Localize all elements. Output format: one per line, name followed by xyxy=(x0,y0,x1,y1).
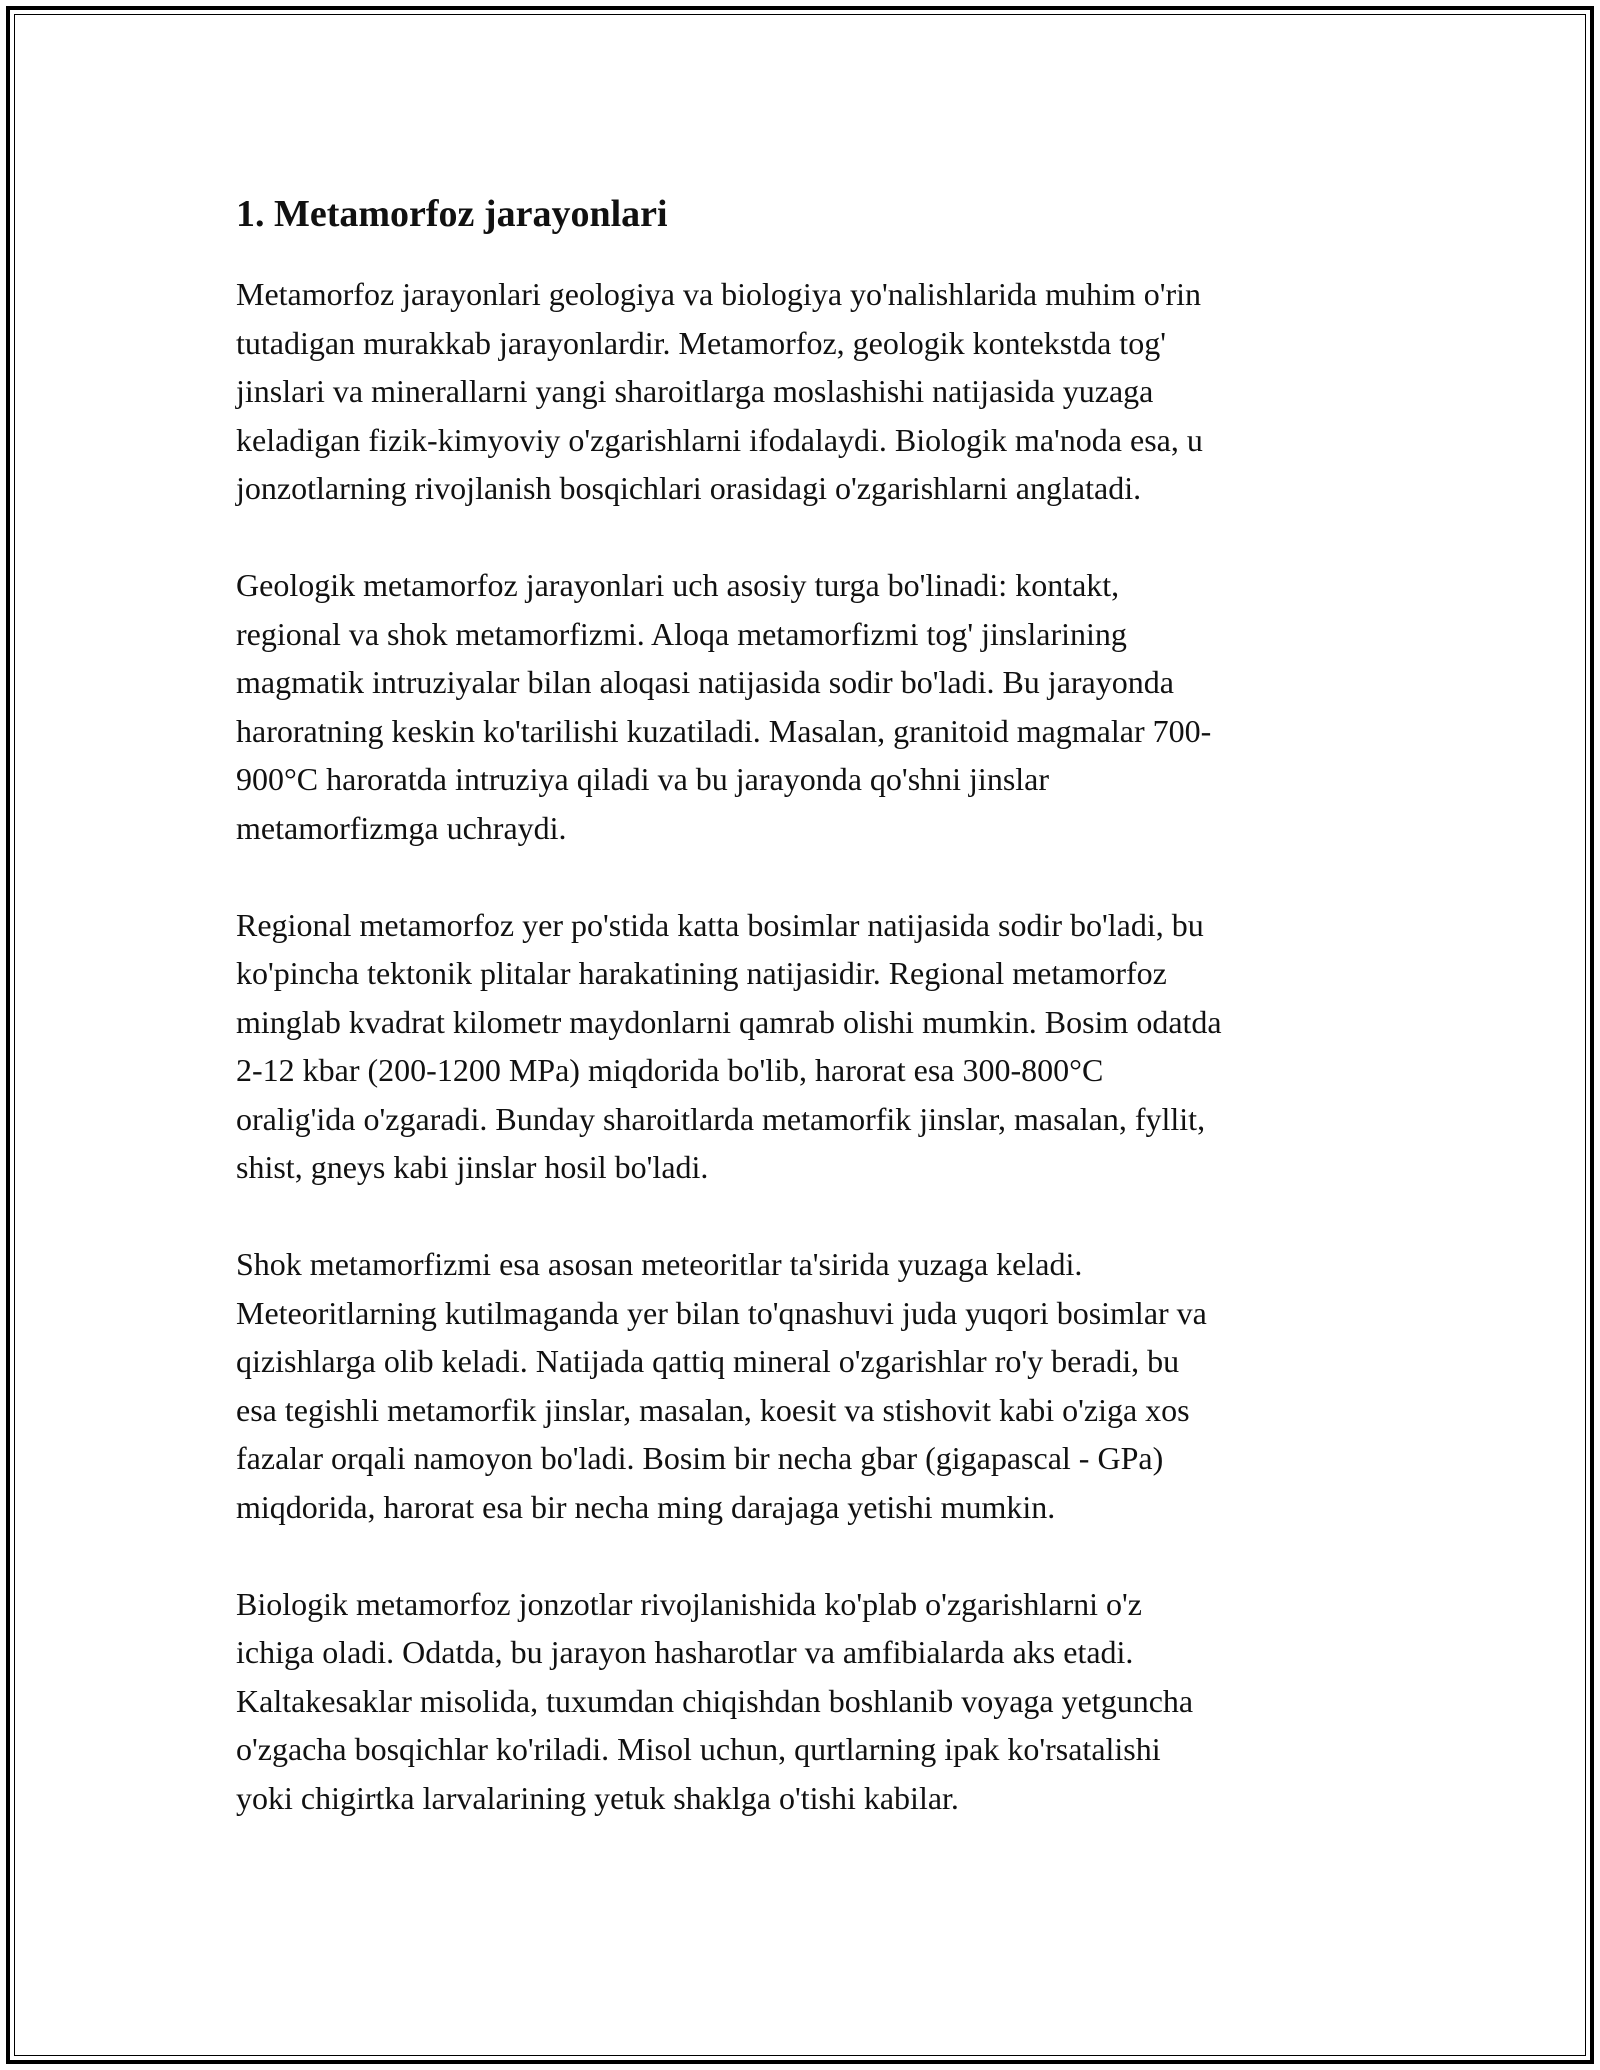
paragraph-1 xyxy=(236,270,1376,513)
text-line: fazalar orqali namoyon bo'ladi. Bosim bir necha gbar (gigapascal - GPa) xyxy=(236,1440,1164,1476)
text-line: magmatik intruziyalar bilan aloqasi natijasida sodir bo'ladi. Bu jarayonda xyxy=(236,664,1174,700)
text-line: metamorfizmga uchraydi. xyxy=(236,809,567,846)
document-body xyxy=(236,188,1376,1871)
text-line: ko'pincha tektonik plitalar harakatining natijasidir. Regional metamorfoz xyxy=(236,955,1167,991)
text-line: jonzotlarning rivojlanish bosqichlari orasidagi o'zgarishlarni anglatadi. xyxy=(236,470,1142,506)
text-line: oralig'ida o'zgaradi. Bunday sharoitlarda metamorfik jinslar, masalan, fyllit, xyxy=(236,1100,1206,1137)
paragraph-5 xyxy=(236,1580,1376,1823)
text-line: regional va shok metamorfizmi. Aloqa metamorfizmi tog' jinslarining xyxy=(236,615,1127,652)
paragraph-2 xyxy=(236,561,1376,852)
text-line: 2-12 kbar (200-1200 MPa) miqdorida bo'lib, harorat esa 300-800°C xyxy=(236,1052,1104,1088)
text-line: yoki chigirtka larvalarining yetuk shaklga o'tishi kabilar. xyxy=(236,1779,959,1816)
paragraph-3 xyxy=(236,901,1376,1192)
text-line: minglab kvadrat kilometr maydonlarni qamrab olishi mumkin. Bosim odatda xyxy=(236,1003,1222,1040)
section-heading: 1. Metamorfoz jarayonlari xyxy=(236,193,668,235)
text-line: haroratning keskin ko'tarilishi kuzatiladi. Masalan, granitoid magmalar 700- xyxy=(236,712,1212,749)
text-line: shist, gneys kabi jinslar hosil bo'ladi. xyxy=(236,1149,709,1185)
text-line: Shok metamorfizmi esa asosan meteoritlar ta'sirida yuzaga keladi. xyxy=(236,1246,1083,1282)
text-line: Metamorfoz jarayonlari geologiya va biologiya yo'nalishlarida muhim o'rin xyxy=(236,276,1202,312)
text-line: tutadigan murakkab jarayonlardir. Metamorfoz, geologik kontekstda tog' xyxy=(236,324,1166,361)
text-line: qizishlarga olib keladi. Natijada qattiq mineral o'zgarishlar ro'y beradi, bu xyxy=(236,1343,1180,1379)
text-line: esa tegishli metamorfik jinslar, masalan, koesit va stishovit kabi o'ziga xos xyxy=(236,1391,1190,1428)
text-line: Biologik metamorfoz jonzotlar rivojlanishida ko'plab o'zgarishlarni o'z xyxy=(236,1585,1142,1622)
text-line: ichiga oladi. Odatda, bu jarayon hasharotlar va amfibialarda aks etadi. xyxy=(236,1634,1134,1670)
text-line: jinslari va minerallarni yangi sharoitlarga moslashishi natijasida yuzaga xyxy=(236,373,1154,409)
text-line: miqdorida, harorat esa bir necha ming darajaga yetishi mumkin. xyxy=(236,1488,1056,1525)
text-line: Geologik metamorfoz jarayonlari uch asosiy turga bo'linadi: kontakt, xyxy=(236,567,1120,603)
text-line: keladigan fizik-kimyoviy o'zgarishlarni ifodalaydi. Biologik ma'noda esa, u xyxy=(236,421,1203,458)
text-line: Meteoritlarning kutilmaganda yer bilan to'qnashuvi juda yuqori bosimlar va xyxy=(236,1294,1207,1331)
text-line: Regional metamorfoz yer po'stida katta bosimlar natijasida sodir bo'ladi, bu xyxy=(236,906,1204,943)
text-line: 900°C haroratda intruziya qiladi va bu jarayonda qo'shni jinslar xyxy=(236,761,1050,797)
text-line: Kaltakesaklar misolida, tuxumdan chiqishdan boshlanib voyaga yetguncha xyxy=(236,1682,1194,1719)
text-line: o'zgacha bosqichlar ko'riladi. Misol uchun, qurtlarning ipak ko'rsatalishi xyxy=(236,1731,1161,1767)
paragraph-4 xyxy=(236,1240,1376,1531)
